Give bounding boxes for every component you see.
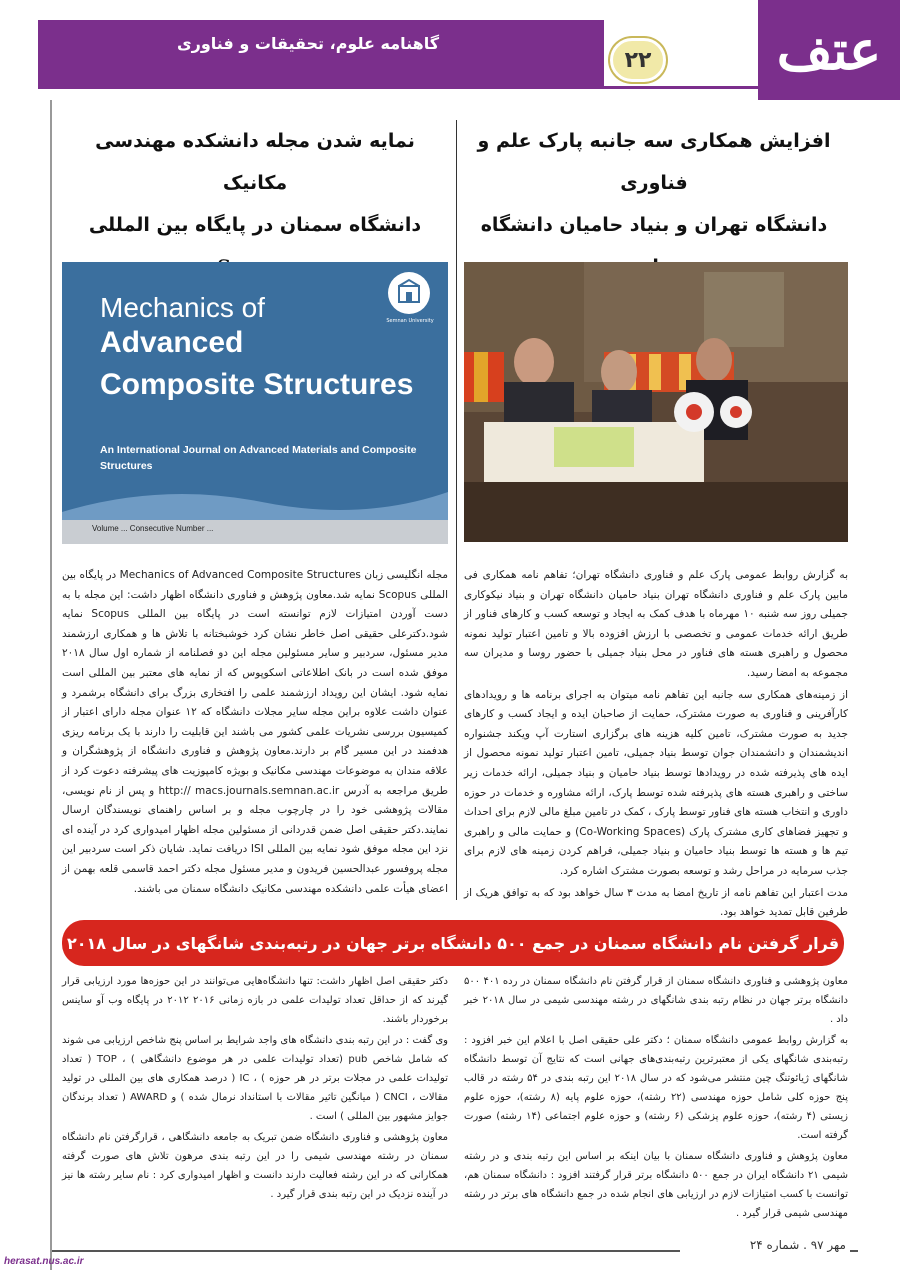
article3-paragraph: معاون پژوهش و فناوری دانشگاه سمنان با بیان اینکه بر اساس این رتبه بندی و در رشته شیمی ۲۱ دانشگاه ایران در جمع ۵۰۰ دانشگاه برتر قرار گرفتند افزود : دانشگاه سمنان هم، توانست با کسب امتیازات لازم در ارزیابی های انجام شده در جمع دانشگاه های برتر در رشته مهندسی شیمی قرار گیرد . bbox=[464, 1151, 848, 1219]
section-title: گاهنامه علوم، تحقیقات و فناوری bbox=[176, 34, 440, 53]
signing-ceremony-image bbox=[464, 262, 848, 542]
cover-title-line1: Mechanics of bbox=[100, 292, 265, 323]
cover-title-line2: Advanced bbox=[100, 326, 244, 359]
article3-paragraph: معاون پژوهشی و فناوری دانشگاه ضمن تبریک به جامعه دانشگاهی ، قرارگرفتن نام دانشگاه سمنان در رشته مهندسی شیمی را در این رتبه بندی مرهون تلاش های صورت گرفته همکارانی که در این رشته فعالیت دارند دانست و اظهار امیدواری کرد : نام سایر رشته ها نیز در آینده نزدیک در این رتبه بندی قرار گیرد . bbox=[62, 1132, 448, 1200]
article1-body bbox=[464, 566, 848, 925]
cover-wave-decoration bbox=[62, 482, 448, 522]
article3-paragraph: وی گفت : در این رتبه بندی دانشگاه های واجد شرایط بر اساس پنج شاخص ارزیابی می شوند که شامل شاخص pub (تعداد تولیدات علمی در هر موضوع دانشگاهی ) ، TOP ( تعداد تولیدات علمی در مجلات برتر در هر حوزه ) ، IC ( درصد همکاری های بین المللی در تولید مقالات ، CNCI ( میانگین تاثیر مقالات با استانداد نرمال شده ) و AWARD ( تعداد برندگان جوایز مشهور بین المللی ) است . bbox=[62, 1035, 448, 1122]
article2-title-line2: دانشگاه سمنان در پایگاه بین المللی bbox=[88, 214, 422, 236]
article1-title-line2: دانشگاه تهران و بنیاد حامیان دانشگاه bbox=[480, 214, 828, 236]
article3-left-column bbox=[62, 972, 448, 1206]
article1-paragraph: مدت اعتبار این تفاهم نامه از تاریخ امضا به مدت ۳ سال خواهد بود که به توافق هریک از طرفین قابل تمدید خواهد بود. bbox=[464, 886, 848, 919]
article1-photo bbox=[464, 262, 848, 542]
article1-paragraph: از زمینه‌های همکاری سه جانبه این تفاهم نامه میتوان به اجرای برنامه ها و رویدادهای کارآفرینی و فناوری به صورت مشترک، حمایت از صاحبان ایده و ایجاد کسب و کارهای جدید به صورت مشترک، تامین کلیه هزینه های برگزاری استارت آپ ویکند جشنواره اندیشمندان و دانشمندان جوان توسط بنیاد جمیلی، تامین اعتبار تولید نمونه محصول از ایده های پذیرفته شده در رویدادها توسط بنیاد حامیان و بنیاد جمیلی، ارائه خدمات زیر ساختی و راهبری هسته های پذیرفته شده توسط پارک، ارائه مشاوره و خدمات در حوزه داوری و انتخاب هسته های فناور توسط پارک ، کمک در تامین مبلغ مالی لازم برای احداث و تجهیز فضاهای کاری مشترک پارک (Co-Working Spaces) و حمایت مالی و راهبری تیم ها و هسته ها توسط بنیاد حامیان و بنیاد جمیلی، فراهم کردن زمینه های لازم برای جذب سرمایه در مراحل رشد و توسعه بصورت مشترک اشاره کرد. bbox=[464, 688, 848, 877]
article3-right-column bbox=[464, 972, 848, 1225]
header-top-strip bbox=[38, 0, 604, 20]
website-link[interactable]: herasat.nus.ac.ir bbox=[4, 1256, 84, 1267]
column-divider bbox=[456, 120, 457, 900]
cover-volume-text: Volume ... Consecutive Number ... bbox=[92, 524, 214, 533]
article3-paragraph: دکتر حقیقی اصل اظهار داشت: تنها دانشگاه‌هایی می‌توانند در این حوزه‌ها مورد ارزیابی قرار گیرند که از حداقل تعداد تولیدات علمی در بازه زمانی ۲۰۱۶ ۲۰۱۲ در پایگاه وب آو ساینس برخوردار باشند. bbox=[62, 976, 448, 1025]
cover-university-name: Semnan University bbox=[386, 318, 434, 324]
article3-paragraph: به گزارش روابط عمومی دانشگاه سمنان ؛ دکتر علی حقیقی اصل با اعلام این خبر افزود : رتبه‌بندی شانگهای یکی از معتبرترین رتبه‌بندی‌های جهانی است که نتایج آن توسط دانشگاه شانگهای ژیائوتنگ چین منتشر می‌شود که در سال ۲۰۱۸ این رتبه بندی در ۵۴ رشته در قالب پنج حوزه کلی شامل حوزه مهندسی (۲۲ رشته)، حوزه علوم پایه (۸ رشته)، حوزه علوم زیستی (۴ رشته)، حوزه علوم پزشکی (۶ رشته) و حوزه علوم اجتماعی (۱۴ رشته) صورت گرفته است. bbox=[464, 1035, 849, 1141]
magazine-logo: عتف bbox=[758, 0, 900, 100]
article1-title-line1: افزایش همکاری سه جانبه پارک علم و فناوری bbox=[477, 130, 831, 194]
page-number: ۲۲ bbox=[610, 38, 666, 82]
article2-title-line1: نمایه شدن مجله دانشکده مهندسی مکانیک bbox=[95, 130, 415, 194]
cover-title-line3: Composite Structures bbox=[100, 368, 414, 401]
article3-banner-title: قرار گرفتن نام دانشگاه سمنان در جمع ۵۰۰ دانشگاه برتر جهان در رتبه‌بندی شانگهای در سال ۲۰۱۸ bbox=[62, 920, 844, 966]
article2-body bbox=[62, 566, 448, 901]
article3-paragraph: معاون پژوهشی و فناوری دانشگاه سمنان از قرار گرفتن نام دانشگاه سمنان در رده ۴۰۱ ۵۰۰ دانشگاه برتر جهان در نظام رتبه بندی شانگهای در رشته مهندسی شیمی در سال ۲۰۱۸ خبر داد . bbox=[464, 976, 848, 1025]
journal-cover bbox=[62, 262, 448, 544]
header-band bbox=[38, 0, 900, 90]
issue-number: مهر ۹۷ . شماره ۲۴ bbox=[680, 1238, 850, 1252]
left-margin-rule bbox=[50, 100, 52, 1270]
university-emblem-icon bbox=[388, 272, 430, 314]
article2-paragraph: مجله انگلیسی زبان Mechanics of Advanced Composite Structures در پایگاه بین المللی Scopus نمایه شد.معاون پژوهش و فناوری دانشگاه اظهار داشت: این مجله با به دست آوردن امتیازات لازم توانسته است در پایگاه بین المللی Scopus نمایه شود.دکترعلی حقیقی اصل خاطر نشان کرد خوشبختانه با تلاش ها و همکاری ارزشمند مدیر مسئول، سردبیر و سایر مسئولین مجله این دو فصلنامه از شماره اول سال ۲۰۱۸ موفق شده است در بانک اطلاعاتی اسکوپوس که از نمایه های معتبر بین المللی است نمایه شود. ایشان این رویداد ارزشمند علمی را افتخاری بزرگ برای دانشگاه برشمرد و عنوان داشت علاوه براین مجله سایر مجلات دانشگاه که ۱۲ عنوان مجله دارای اعتبار از کمیسیون بررسی نشریات علمی کشور می باشند این قابلیت را دارند با یک برنامه ریزی هدفمند در این مسیر گام بر دارند.معاون پژوهش و فناوری دانشگاه از پژوهشگران و علاقه مندان به موضوعات مهندسی مکانیک و بویژه کامپوزیت های پیشرفته دعوت کرد از طریق مراجعه به آدرس http:// macs.journals.semnan.ac.ir و پس از نام نویسی، مقالات پژوهشی خود را در چارچوب مجله و بر اساس راهنمای نویسندگان ارسال نمایند.دکتر حقیقی اصل ضمن قدردانی از مسئولین مجله اظهار امیدواری کرد در آینده ای نزد این مجله موفق شود نمایه بین المللی ISI دریافت نماید. شایان ذکر است سردبیر این مجله پروفسور عبدالحسین فریدون و مدیر مسئول مجله دکتر احمد قاسمی قلعه بهمن از اعضای هیأت علمی دانشکده مهندسی مکانیک دانشگاه سمنان می باشند. bbox=[62, 569, 448, 895]
article1-paragraph: به گزارش روابط عمومی پارک علم و فناوری دانشگاه تهران؛ تفاهم نامه همکاری فی مابین پارک علم و فناوری دانشگاه تهران بنیاد حامیان دانشگاه تهران و بنیاد نیکوکاری جمیلی روز سه شنبه ۱۰ مهرماه با هدف کمک به ایجاد و توسعه کسب و کارهای فناور از طریق ارائه خدمات عمومی و تخصصی با ارزش افزوده بالا و تامین اعتبار تولید نمونه محصول و راهبری هسته های فناور در محل بنیاد جمیلی با حضور روسا و مدیران سه مجموعه به امضا رسید. bbox=[464, 569, 848, 679]
cover-subtitle: An International Journal on Advanced Materials and Composite Structures bbox=[100, 444, 417, 472]
